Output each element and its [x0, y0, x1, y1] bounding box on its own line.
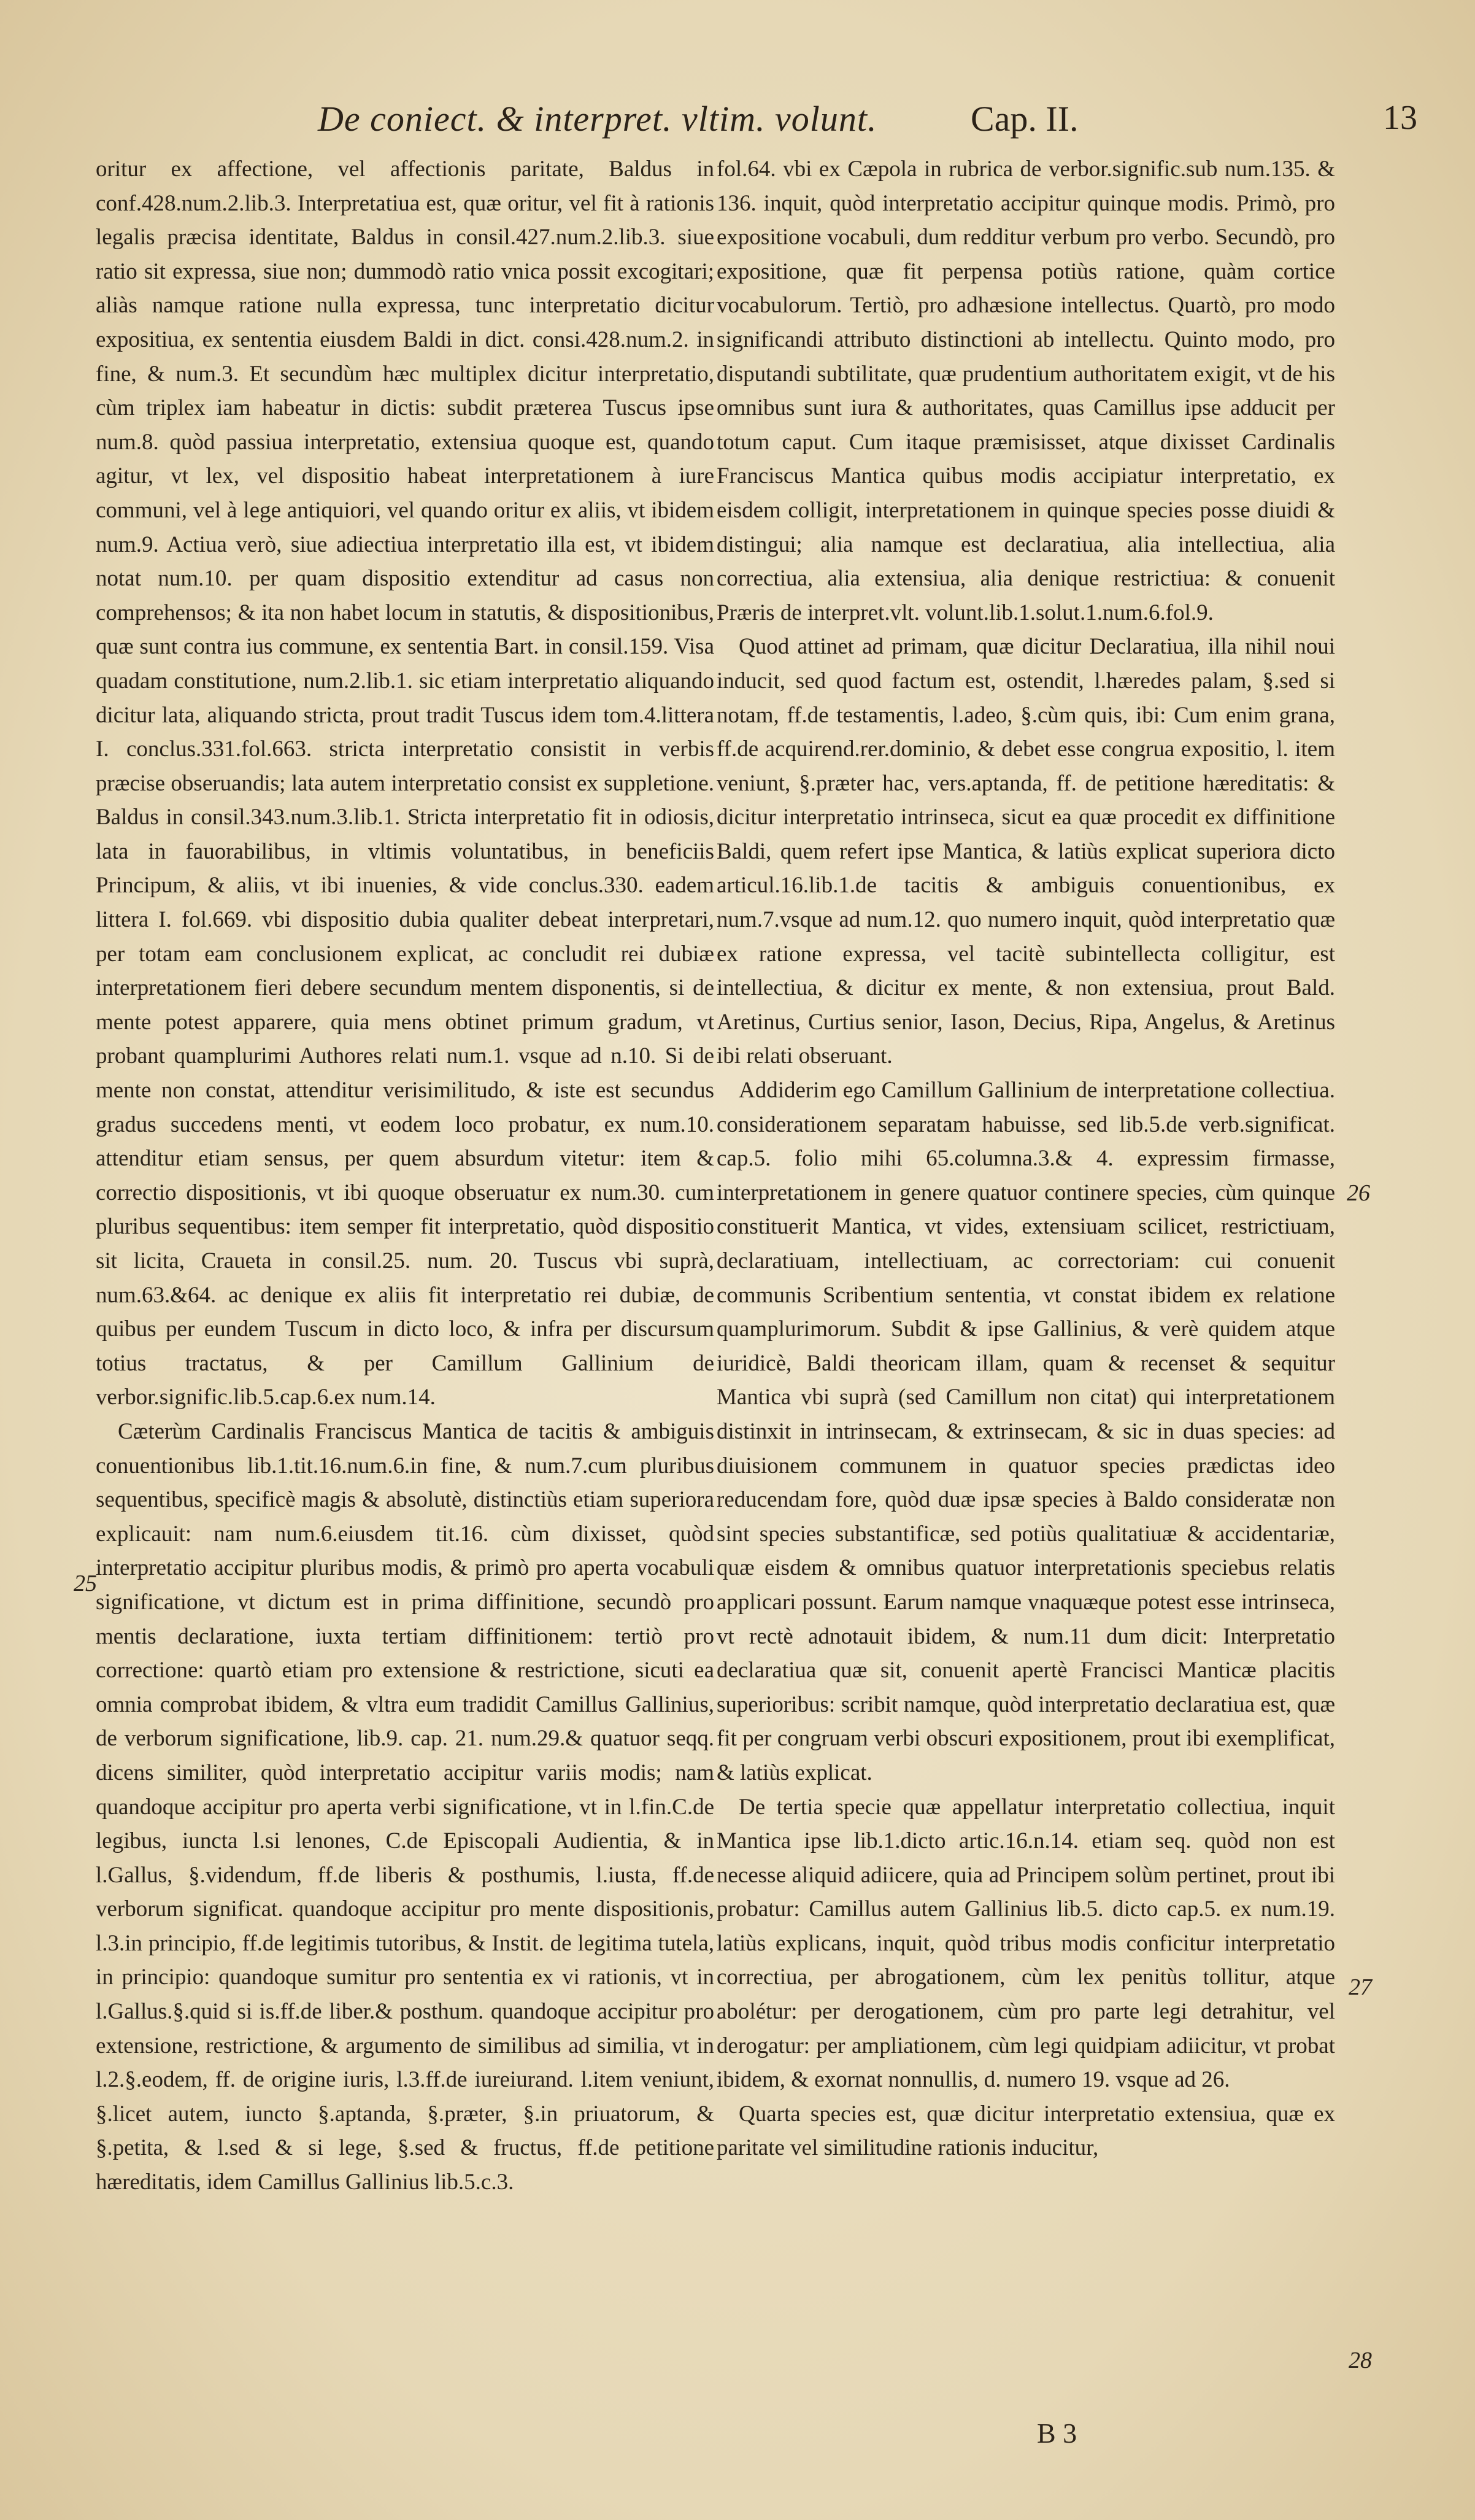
paragraph: oritur ex affectione, vel affectionis paritate, Baldus in conf.428.num.2.lib.3. Interpretatiua est, quæ oritur, vel fit à rationis legalis præcisa identitate, Baldus in consil.427.num.2.lib.3. siue ratio sit expressa, siue non; dummodò ratio vnica possit excogitari; aliàs namque ratione nulla expressa, tunc interpretatio dicitur expositiua, ex sententia eiusdem Baldi in dict. consi.428.num.2. in fine, & num.3. Et secundùm hæc multiplex dicitur interpretatio, cùm triplex iam habeatur in dictis: subdit præterea Tuscus ipse num.8. quòd passiua interpretatio, extensiua quoque est, quando agitur, vt lex, vel dispositio habeat interpretationem à iure communi, vel à lege antiquiori, vel quando oritur ex aliis, vt ibidem num.9. Actiua verò, siue adiectiua interpretatio illa est, vt ibidem notat num.10. per quam dispositio extenditur ad casus non comprehensos; & ita non habet locum in statutis, & dispositionibus, quæ sunt contra ius commune, ex sententia Bart. in consil.159. Visa quadam constitutione, num.2.lib.1. sic etiam interpretatio aliquando dicitur lata, aliquando stricta, prout tradit Tuscus idem tom.4.littera I. conclus.331.fol.663. stricta interpretatio consistit in verbis præcise obseruandis; lata autem interpretatio consist ex suppletione. Baldus in consil.343.num.3.lib.1. Stricta interpretatio fit in odiosis, lata in fauorabilibus, in vltimis voluntatibus, in beneficiis Principum, & aliis, vt ibi inuenies, & vide conclus.330. eadem littera I. fol.669. vbi dispositio dubia qualiter debeat interpretari, per totam eam conclusionem explicat, ac concludit rei dubiæ interpretationem fieri debere secundum mentem disponentis, si de mente potest apparere, quia mens obtinet primum gradum, vt probant quamplurimi Authores relati num.1. vsque ad n.10. Si de mente non constat, attenditur verisimilitudo, & iste est secundus gradus succedens menti, vt eodem loco probatur, ex num.10. attenditur etiam sensus, per quem absurdum vitetur: item & correctio dispositionis, vt ibi quoque obseruatur ex num.30. cum pluribus sequentibus: item semper fit interpretatio, quòd dispositio sit licita, Craueta in consil.25. num. 20. Tuscus vbi suprà, num.63.&64. ac denique ex aliis fit interpretatio rei dubiæ, de quibus per eundem Tuscum in dicto loco, & infra per discursum totius tractatus, & per Camillum Gallinium de verbor.signific.lib.5.cap.6.ex num.14. [96, 157, 714, 1410]
page-number: 13 [1383, 99, 1417, 137]
paragraph: De tertia specie quæ appellatur interpretatio collectiua, inquit Mantica ipse lib.1.dicto artic.16.n.14. etiam seq. quòd non est necesse aliquid adiicere, quia ad Principem solùm pertinet, prout ibi probatur: Camillus autem Gallinius lib.5. dicto cap.5. ex num.19. latiùs explicans, inquit, quòd tribus modis conficitur interpretatio correctiua, per abrogationem, cùm lex penitùs tollitur, atque abolétur: per derogationem, cùm pro parte legi detrahitur, vel derogatur: per ampliationem, cùm legi quidpiam adiicitur, vt probat ibidem, & exornat nonnullis, d. numero 19. vsque ad 26. [717, 1794, 1335, 2093]
right-column [717, 152, 1335, 2165]
paragraph: Quarta species est, quæ dicitur interpretatio extensiua, quæ ex paritate vel similitudine rationis inducitur, [717, 2101, 1335, 2161]
paragraph: Quod attinet ad primam, quæ dicitur Declaratiua, illa nihil noui inducit, sed quod factum est, ostendit, l.hæredes palam, §.sed si notam, ff.de testamentis, l.adeo, §.cùm quis, ibi: Cum enim grana, ff.de acquirend.rer.dominio, & debet esse congrua expositio, l. item veniunt, §.præter hac, vers.aptanda, ff. de petitione hæreditatis: & dicitur interpretatio intrinseca, sicut ea quæ procedit ex diffinitione Baldi, quem refert ipse Mantica, & latiùs explicat superiora dicto articul.16.lib.1.de tacitis & ambiguis conuentionibus, ex num.7.vsque ad num.12. quo numero inquit, quòd interpretatio quæ ex ratione expressa, vel tacitè subintellecta colligitur, est intellectiua, & dicitur ex mente, & non extensiua, prout Bald. Aretinus, Curtius senior, Iason, Decius, Ripa, Angelus, & Aretinus ibi relati obseruant. [717, 634, 1335, 1069]
margin-number: 26 [1347, 1180, 1370, 1206]
left-column [96, 152, 714, 2200]
chapter-label: Cap. II. [971, 99, 1079, 139]
paragraph: Addiderim ego Camillum Gallinium de interpretatione collectiua. considerationem separatam habuisse, sed lib.5.de verb.significat. cap.5. folio mihi 65.columna.3.& 4. expressim firmasse, interpretationem in genere quatuor continere species, cùm quinque constituerit Mantica, vt vides, extensiuam scilicet, restrictiuam, declaratiuam, intellectiuam, ac correctoriam: cui conuenit communis Scribentium sententia, vt constat ibidem ex relatione quamplurimorum. Subdit & ipse Gallinius, & verè quidem atque iuridicè, Baldi theoricam illam, quam & recenset & sequitur Mantica vbi suprà (sed Camillum non citat) qui interpretationem distinxit in intrinsecam, & extrinsecam, & sic in duas species: ad diuisionem communem in quatuor species prædictas ideo reducendam fore, quòd duæ ipsæ species à Baldo consideratæ non sint species substantificæ, sed potiùs qualitatiuæ & accidentariæ, quæ eisdem & omnibus quatuor interpretationis speciebus relatis applicari possunt. Earum namque vnaquæque potest esse intrinseca, vt rectè adnotauit ibidem, & num.11 dum dicit: Interpretatio declaratiua quæ sit, conuenit apertè Francisci Manticæ placitis superioribus: scribit namque, quòd interpretatio declaratiua est, quæ fit per congruam verbi obscuri expositionem, prout ibi exemplificat, & latiùs explicat. [717, 1078, 1335, 1785]
signature-mark: B 3 [1037, 2418, 1077, 2449]
running-header [110, 98, 1417, 141]
paragraph: fol.64. vbi ex Cæpola in rubrica de verbor.signific.sub num.135. & 136. inquit, quòd interpretatio accipitur quinque modis. Primò, pro expositione vocabuli, dum redditur verbum pro verbo. Secundò, pro expositione, quæ fit perpensa potiùs ratione, quàm cortice vocabulorum. Tertiò, pro adhæsione intellectus. Quartò, pro modo significandi attributo distinctioni ab intellectu. Quinto modo, pro disputandi subtilitate, quæ prudentium authoritatem exigit, vt de his omnibus sunt iura & authoritates, quas Camillus ipse adducit per totum caput. Cum itaque præmisisset, atque dixisset Cardinalis Franciscus Mantica quibus modis accipiatur interpretatio, ex eisdem colligit, interpretationem in quinque species posse diuidi & distingui; alia namque est declaratiua, alia intellectiua, alia correctiua, alia extensiua, alia denique restrictiua: & conuenit Præris de interpret.vlt. volunt.lib.1.solut.1.num.6.fol.9. [717, 157, 1335, 625]
margin-number: 28 [1349, 2348, 1372, 2373]
running-title: De coniect. & interpret. vltim. volunt. [318, 99, 877, 139]
margin-number: 27 [1349, 1974, 1372, 2000]
paragraph: Cæterùm Cardinalis Franciscus Mantica de tacitis & ambiguis conuentionibus lib.1.tit.16.num.6.in fine, & num.7.cum pluribus sequentibus, specificè magis & absolutè, distinctiùs etiam superiora explicauit: nam num.6.eiusdem tit.16. cùm dixisset, quòd interpretatio accipitur pluribus modis, & primò pro aperta vocabuli significatione, vt dictum est in prima diffinitione, secundò pro mentis declaratione, iuxta tertiam diffinitionem: tertiò pro correctione: quartò etiam pro extensione & restrictione, sicuti ea omnia comprobat ibidem, & vltra eum tradidit Camillus Gallinius, de verborum significatione, lib.9. cap. 21. num.29.& quatuor seqq. dicens similiter, quòd interpretatio accipitur variis modis; nam quandoque accipitur pro aperta verbi significatione, vt in l.fin.C.de legibus, iuncta l.si lenones, C.de Episcopali Audientia, & in l.Gallus, §.videndum, ff.de liberis & posthumis, l.iusta, ff.de verborum significat. quandoque accipitur pro mente dispositionis, l.3.in principio, ff.de legitimis tutoribus, & Instit. de legitima tutela, in principio: quandoque sumitur pro sententia ex vi rationis, vt in l.Gallus.§.quid si is.ff.de liber.& posthum. quandoque accipitur pro extensione, restrictione, & argumento de similibus ad similia, vt in l.2.§.eodem, ff. de origine iuris, l.3.ff.de iureiurand. l.item veniunt, §.licet autem, iuncto §.aptanda, §.præter, §.in priuatorum, & §.petita, & l.sed & si lege, §.sed & fructus, ff.de petitione hæreditatis, idem Camillus Gallinius lib.5.c.3. [96, 1418, 714, 2195]
margin-number: 25 [74, 1571, 97, 1596]
